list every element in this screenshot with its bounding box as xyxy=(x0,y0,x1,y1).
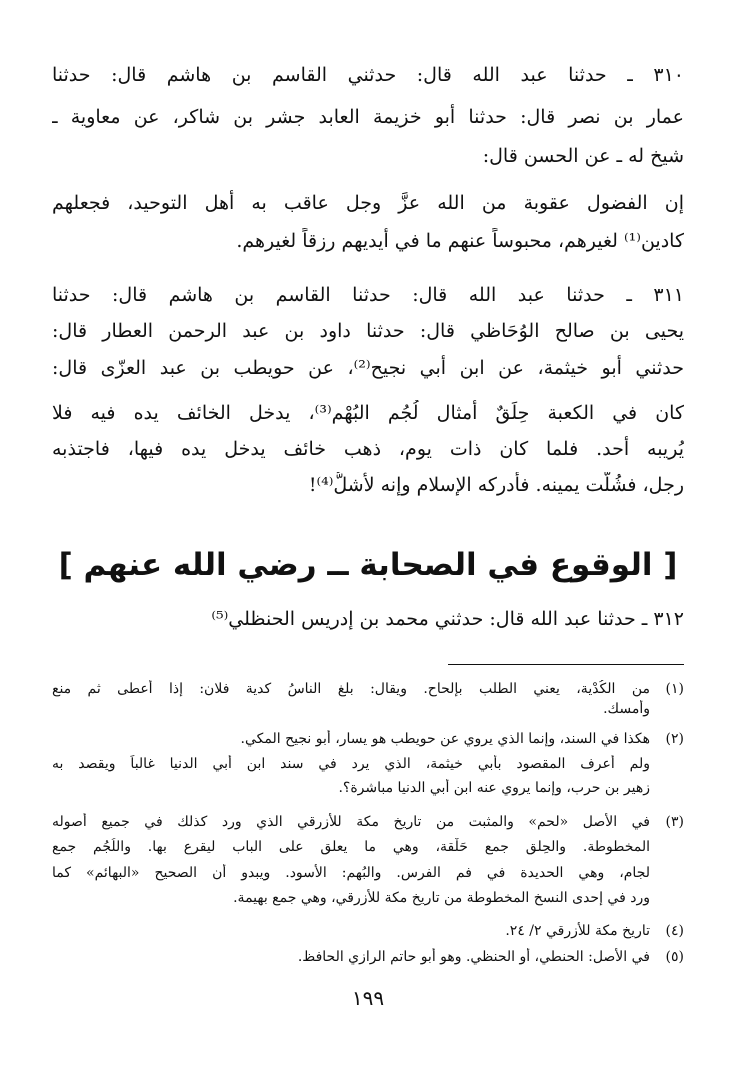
footnote-line: لجام، وهي الحديدة في فم الفرس. والبُهم: الأسود. ويبدو أن الصحيح «البهائم» كما xyxy=(52,865,650,881)
footnote-divider xyxy=(448,664,684,665)
body-line: ٣١٢ ـ حدثنا عبد الله قال: حدثني محمد بن إدريس الحنظلي⁽⁵⁾ xyxy=(211,608,684,630)
footnote-line xyxy=(52,948,684,967)
footnote-number: (٤) xyxy=(665,923,684,939)
footnote-line: المخطوطة. والحِلق جمع حَلْقة، وهي ما يعلق على الباب ليقرع بها. واللُجُم جمع xyxy=(52,839,650,855)
body-line: كان في الكعبة حِلَقٌ أمثال لُجُم البُهْم⁽³⁾، يدخل الخائف يده فيه فلا xyxy=(52,402,684,424)
body-line: ٣١١ ـ حدثنا عبد الله قال: حدثنا القاسم بن هاشم قال: حدثنا xyxy=(52,284,684,306)
page-number: ١٩٩ xyxy=(351,986,385,1010)
footnote-number: (٢) xyxy=(665,731,684,747)
footnote-line: زهير بن حرب، وإنما يروي عنه ابن أبي الدنيا مباشرة؟. xyxy=(338,780,650,796)
footnote-line: وأمسك. xyxy=(603,701,650,717)
footnote-text: تاريخ مكة للأزرقي ٢/ ٢٤. xyxy=(505,923,650,939)
body-line: يحيى بن صالح الوُحَاظي قال: حدثنا داود بن عبد الرحمن العطار قال: xyxy=(52,320,684,342)
body-line: عمار بن نصر قال: حدثنا أبو خزيمة العابد جشر بن شاكر، عن معاوية ـ xyxy=(52,106,684,128)
body-line: حدثني أبو خيثمة، عن ابن أبي نجيح⁽²⁾، عن حويطب بن عبد العزّى قال: xyxy=(52,357,684,379)
footnote-text: من الكُدْية، يعني الطلب بإلحاح. ويقال: بلغ الناسُ كدية فلان: إذا أعطى ثم منع xyxy=(52,681,650,697)
footnote-text: في الأصل «لحم» والمثبت من تاريخ مكة للأزرقي الذي ورد كذلك في جميع أصوله xyxy=(52,814,650,830)
body-line: إن الفضول عقوبة من الله عزَّ وجل عاقب به أهل التوحيد، فجعلهم xyxy=(52,192,684,214)
footnote-line xyxy=(52,730,684,749)
footnote-text: هكذا في السند، وإنما الذي يروي عن حويطب هو يسار، أبو نجيح المكي. xyxy=(240,731,650,747)
footnote-number: (٥) xyxy=(665,949,684,965)
footnote-number: (١) xyxy=(665,681,684,697)
footnote-line xyxy=(52,813,684,832)
footnote-number: (٣) xyxy=(665,814,684,830)
body-line: كادين⁽¹⁾ لغيرهم، محبوساً عنهم ما في أيديهم رزقاً لغيرهم. xyxy=(236,230,684,252)
footnote-line: ولم أعرف المقصود بأبي خيثمة، الذي يرد في سند ابن أبي الدنيا غالباً ويقصد به xyxy=(52,756,650,772)
body-line: ٣١٠ ـ حدثنا عبد الله قال: حدثني القاسم بن هاشم قال: حدثنا xyxy=(52,64,684,86)
body-line: شيخ له ـ عن الحسن قال: xyxy=(482,145,684,167)
section-heading: [ الوقوع في الصحابة ــ رضي الله عنهم ] xyxy=(58,547,678,583)
body-line: رجل، فشُلَّت يمينه. فأدركه الإسلام وإنه لأشلُّ⁽⁴⁾! xyxy=(308,474,684,496)
footnote-text: في الأصل: الحنطي، أو الحنظي. وهو أبو حاتم الرازي الحافظ. xyxy=(297,949,650,965)
body-line: يُريبه أحد. فلما كان ذات يوم، ذهب خائف يدخل يده فيها، فاجتذبه xyxy=(52,438,684,460)
footnote-line xyxy=(52,680,684,699)
footnote-line xyxy=(52,922,684,941)
footnote-line: ورد في إحدى النسخ المخطوطة من تاريخ مكة للأزرقي، وهي جمع بهيمة. xyxy=(233,890,650,906)
